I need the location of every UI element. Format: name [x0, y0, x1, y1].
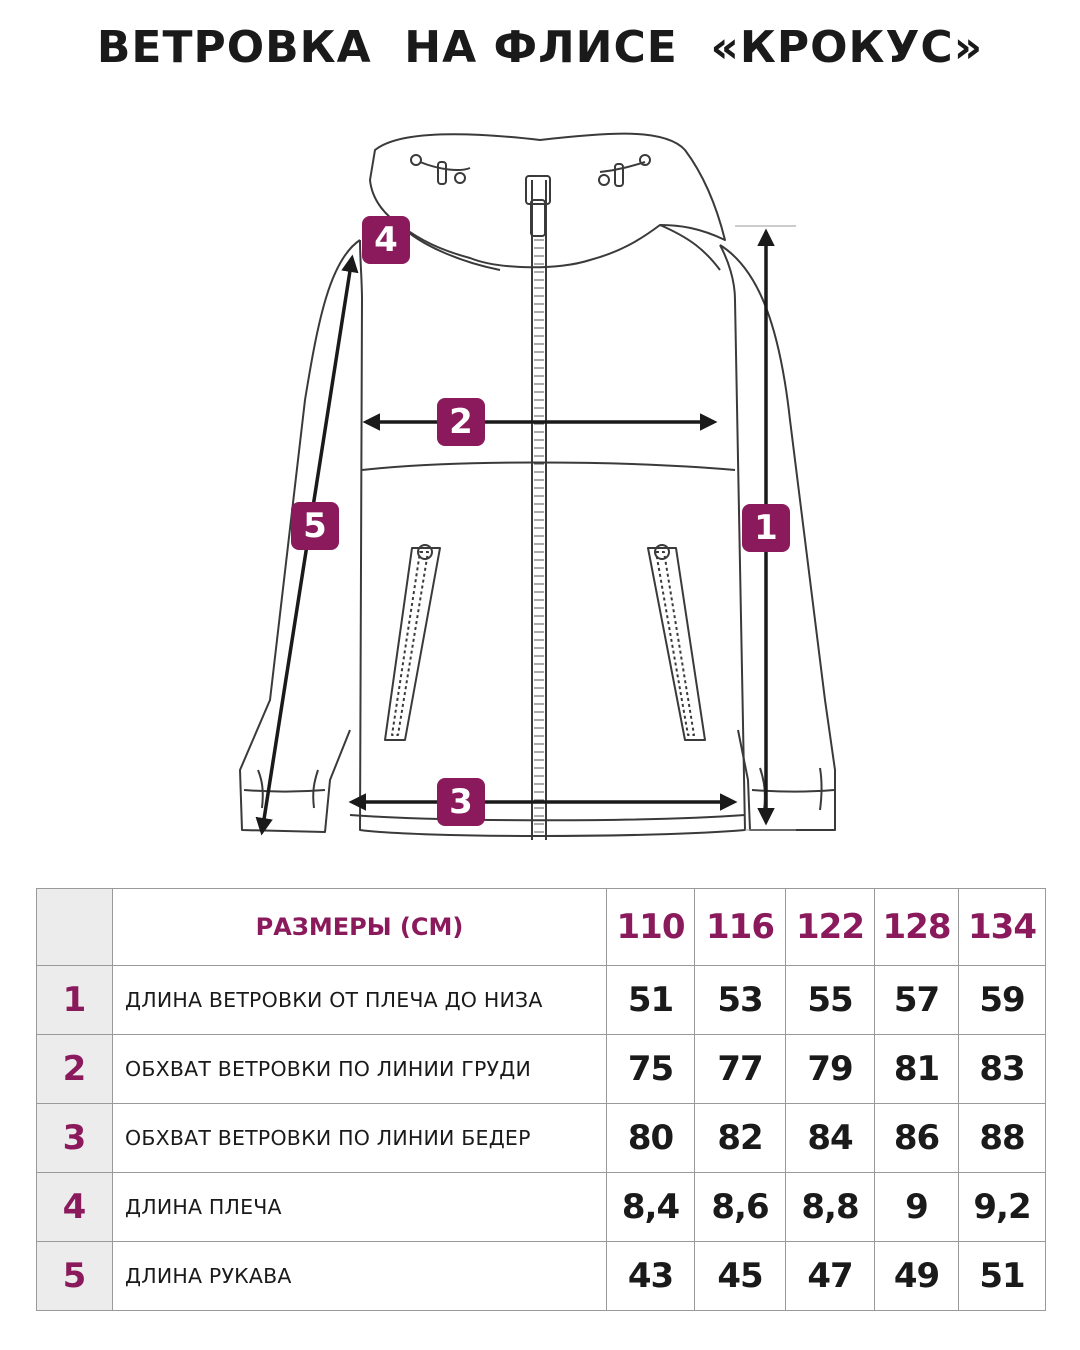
- table-header-row: [37, 889, 1046, 966]
- row-value: 8,6: [695, 1173, 786, 1242]
- row-value: 55: [786, 966, 875, 1035]
- marker-5: 5: [291, 502, 339, 550]
- table-row: [37, 1242, 1046, 1311]
- row-value: 51: [607, 966, 695, 1035]
- row-value: 75: [607, 1035, 695, 1104]
- row-value: 79: [786, 1035, 875, 1104]
- row-value: 51: [959, 1242, 1046, 1311]
- row-value: 53: [695, 966, 786, 1035]
- row-value: 43: [607, 1242, 695, 1311]
- sizes-header-label: РАЗМЕРЫ (СМ): [113, 889, 607, 966]
- row-label: ДЛИНА ПЛЕЧА: [113, 1173, 607, 1242]
- zipper-teeth: [534, 240, 544, 832]
- row-label: ОБХВАТ ВЕТРОВКИ ПО ЛИНИИ БЕДЕР: [113, 1104, 607, 1173]
- row-value: 77: [695, 1035, 786, 1104]
- row-value: 9: [875, 1173, 959, 1242]
- marker-2: 2: [437, 398, 485, 446]
- row-value: 84: [786, 1104, 875, 1173]
- row-value: 86: [875, 1104, 959, 1173]
- row-label: ОБХВАТ ВЕТРОВКИ ПО ЛИНИИ ГРУДИ: [113, 1035, 607, 1104]
- table-row: [37, 1104, 1046, 1173]
- size-header: 116: [695, 889, 786, 966]
- row-value: 49: [875, 1242, 959, 1311]
- row-value: 47: [786, 1242, 875, 1311]
- row-value: 83: [959, 1035, 1046, 1104]
- row-number: 4: [37, 1173, 113, 1242]
- row-number: 2: [37, 1035, 113, 1104]
- size-header: 128: [875, 889, 959, 966]
- table-row: [37, 1173, 1046, 1242]
- row-value: 8,8: [786, 1173, 875, 1242]
- row-number: 5: [37, 1242, 113, 1311]
- row-value: 88: [959, 1104, 1046, 1173]
- row-value: 57: [875, 966, 959, 1035]
- row-label: ДЛИНА РУКАВА: [113, 1242, 607, 1311]
- row-value: 81: [875, 1035, 959, 1104]
- size-table: [36, 888, 1046, 1311]
- row-value: 8,4: [607, 1173, 695, 1242]
- table-row: [37, 1035, 1046, 1104]
- page-title: ВЕТРОВКА НА ФЛИСЕ «КРОКУС»: [96, 22, 984, 73]
- row-value: 59: [959, 966, 1046, 1035]
- size-header: 134: [959, 889, 1046, 966]
- table-corner-cell: [37, 889, 113, 966]
- marker-1: 1: [742, 504, 790, 552]
- row-label: ДЛИНА ВЕТРОВКИ ОТ ПЛЕЧА ДО НИЗА: [113, 966, 607, 1035]
- row-value: 82: [695, 1104, 786, 1173]
- marker-3: 3: [437, 778, 485, 826]
- row-number: 1: [37, 966, 113, 1035]
- size-header: 122: [786, 889, 875, 966]
- marker-4: 4: [362, 216, 410, 264]
- row-number: 3: [37, 1104, 113, 1173]
- row-value: 80: [607, 1104, 695, 1173]
- row-value: 9,2: [959, 1173, 1046, 1242]
- table-row: [37, 966, 1046, 1035]
- row-value: 45: [695, 1242, 786, 1311]
- size-header: 110: [607, 889, 695, 966]
